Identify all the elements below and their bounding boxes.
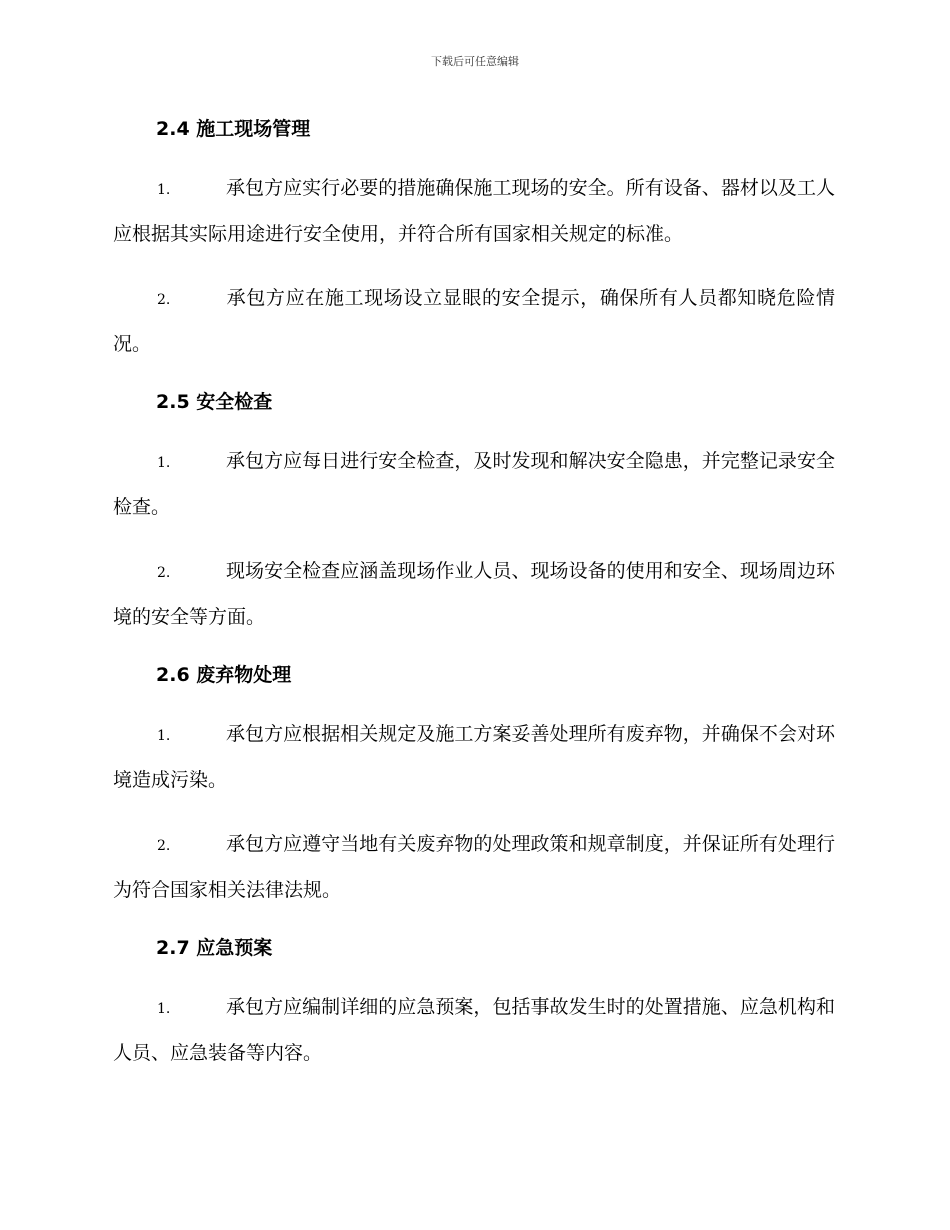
- page-header: 下载后可任意编辑: [431, 55, 519, 68]
- item-number: 1.: [157, 1001, 171, 1017]
- item-text: 现场安全检查应涵盖现场作业人员、现场设备的使用和安全、现场周边环境的安全等方面。: [113, 560, 835, 628]
- list-item: [113, 985, 835, 1075]
- item-text: 承包方应编制详细的应急预案，包括事故发生时的处置措施、应急机构和人员、应急装备等内容。: [113, 996, 835, 1064]
- list-item: [113, 166, 835, 256]
- list-item: [113, 712, 835, 802]
- section-2-6: [113, 659, 835, 912]
- list-item: [113, 276, 835, 366]
- item-number: 2.: [157, 292, 171, 308]
- section-2-4: [113, 113, 835, 366]
- section-title: 2.5 安全检查: [156, 391, 273, 413]
- document-body: [113, 113, 835, 1095]
- item-number: 2.: [157, 565, 171, 581]
- item-text: 承包方应每日进行安全检查，及时发现和解决安全隐患，并完整记录安全检查。: [113, 450, 835, 518]
- item-text: 承包方应遵守当地有关废弃物的处理政策和规章制度，并保证所有处理行为符合国家相关法律法规。: [113, 833, 835, 901]
- section-2-5: [113, 386, 835, 639]
- list-item: [113, 439, 835, 529]
- item-text: 承包方应根据相关规定及施工方案妥善处理所有废弃物，并确保不会对环境造成污染。: [113, 723, 835, 791]
- item-number: 2.: [157, 838, 171, 854]
- list-item: [113, 549, 835, 639]
- section-title: 2.4 施工现场管理: [156, 118, 311, 140]
- section-2-7: [113, 932, 835, 1075]
- item-number: 1.: [157, 182, 171, 198]
- item-number: 1.: [157, 728, 171, 744]
- item-text: 承包方应在施工现场设立显眼的安全提示，确保所有人员都知晓危险情况。: [113, 287, 835, 355]
- item-number: 1.: [157, 455, 171, 471]
- section-title: 2.7 应急预案: [156, 937, 273, 959]
- item-text: 承包方应实行必要的措施确保施工现场的安全。所有设备、器材以及工人应根据其实际用途进行安全使用，并符合所有国家相关规定的标准。: [113, 177, 835, 245]
- list-item: [113, 822, 835, 912]
- section-title: 2.6 废弃物处理: [156, 664, 292, 686]
